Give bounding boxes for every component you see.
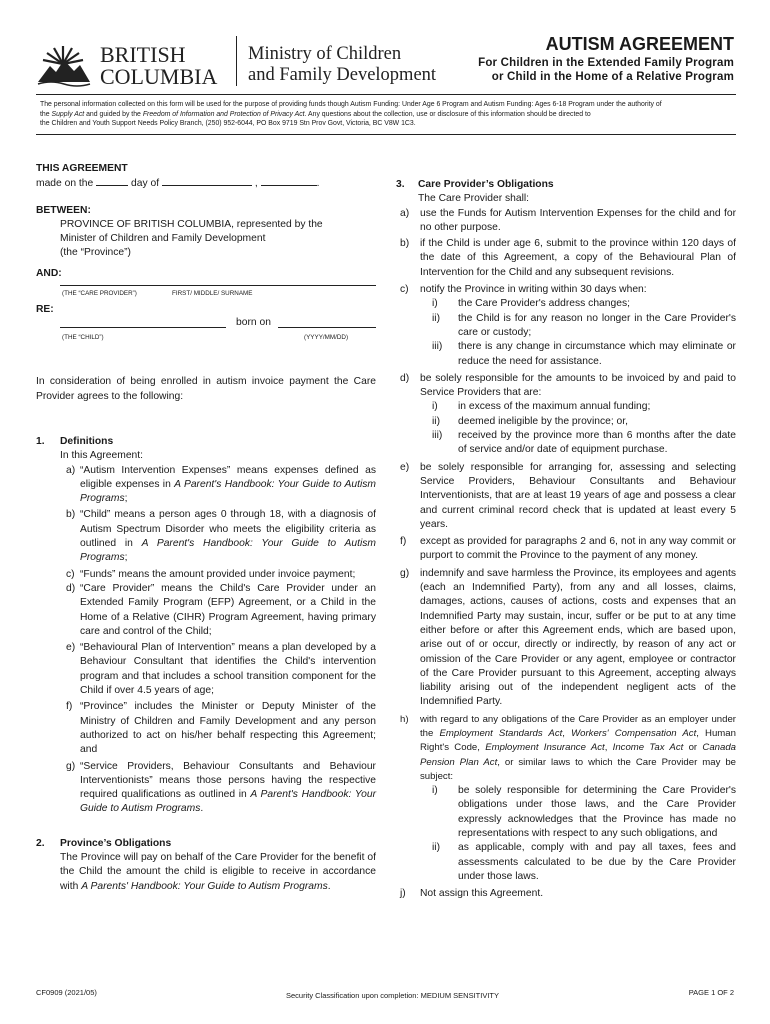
obligation-d: d) be solely responsible for the amounts to be invoiced by and paid to Service Providers that are: [400,372,736,399]
definition-e: e) “Behavioural Plan of Intervention” means a plan developed by a Behaviour Consultant that identifies the Child's intervention program and that includes a school transition component for the Child if over 4.5 years of age; [66,642,376,697]
section2-number: 2. [36,837,45,849]
section3-title: Care Provider’s Obligations [418,179,554,190]
obligation-j: j) Not assign this Agreement. [400,888,544,900]
section-care-provider-obligations [396,178,736,207]
obligation-b: b) if the Child is under age 6, submit to the province within 120 days of the date of this Agreement, a copy of the Behavioural Plan of Intervention for the Child and any subsequent revisions. [400,238,736,278]
section2-title: Province’s Obligations [60,837,172,849]
form-subtitle [478,56,734,84]
child-name-field[interactable] [60,327,226,328]
obligation-c: c) notify the Province in writing within 30 days when: [400,284,647,296]
section3-intro: The Care Provider shall: [418,193,530,205]
and-label: AND: [36,267,62,279]
obligation-d-ii: ii) deemed ineligible by the province; or, [432,415,629,427]
section1-title: Definitions [60,435,114,447]
consideration-text: In consideration of being enrolled in autism invoice payment the Care Provider agrees to the following: [36,376,376,402]
section1-intro: In this Agreement: [60,450,143,462]
care-provider-caption: (THE “CARE PROVIDER”) [62,290,137,298]
agreement-heading: THIS AGREEMENT [36,163,128,174]
care-provider-row [36,281,376,299]
made-on-line: made on the day of , . [36,178,320,190]
obligations-list [396,207,736,902]
logo-text-british: BRITISH [100,42,186,67]
notice-rule [36,134,736,135]
ministry-name [248,44,436,86]
section-province-obligations [36,837,376,894]
obligation-c-iii: iii) there is any change in circumstance which may eliminate or reduce the need for assistance. [432,341,736,367]
birth-date-field[interactable] [278,327,376,328]
sun-mountain-emblem-icon [38,46,90,86]
section3-number: 3. [396,179,405,190]
year-field[interactable] [261,176,317,186]
born-on-text: born on [236,317,271,329]
obligation-c-i: i) the Care Provider's address changes; [432,298,630,310]
name-caption: FIRST/ MIDDLE/ SURNAME [172,290,253,298]
security-classification: Security Classification upon completion: MEDIUM SENSITIVITY [286,991,499,1000]
definition-a: a) “Autism Intervention Expenses” means expenses defined as eligible expenses in A Parent's Handbook: Your Guide to Autism Programs; [66,464,376,505]
obligation-h: h) with regard to any obligations of the Care Provider as an employer under the Employment Standards Act, Workers' Compensation Act, Human Right's Code, Employment Insurance Act, Income Tax Act or Canada Pension Plan Act, or similar laws to which the Care Provider may be subject: [400,713,736,782]
between-label: BETWEEN: [36,204,91,216]
form-id: CF0909 (2021/05) [36,988,97,997]
obligation-c-ii: ii) the Child is for any reason no longer in the Care Provider's care or custody; [432,312,736,338]
care-provider-name-field[interactable] [60,284,376,286]
logo-divider [236,36,237,86]
date-caption: (YYYY/MM/DD) [304,334,349,342]
province-party: PROVINCE OF BRITISH COLUMBIA, represented by the Minister of Children and Family Development (the “Province”) [60,218,323,259]
obligation-d-iii: iii) received by the province more than 6 months after the date of service and/or date of equipment purchase. [432,430,736,456]
obligation-d-i: i) in excess of the maximum annual funding; [432,401,651,413]
notice-line3: the Children and Youth Support Needs Policy Branch, (250) 952-6044, PO Box 9719 Stn Prov Govt, Victoria, BC V8W 1C3. [40,120,416,127]
child-caption: (THE “CHILD”) [62,334,104,342]
day-field[interactable] [96,176,128,186]
ministry-line1: Ministry of Children [248,44,402,64]
notice-line2: the Supply Act and guided by the Freedom of Information and Protection of Privacy Act. Any questions about the collection, use or disclosure of this information should be directed to [40,110,591,118]
left-column [36,162,376,894]
definition-f: f) “Province” includes the Minister or Deputy Minister of the Ministry of Children and Family Development and any person authorized to act on his/her behalf respecting this Agreement; and [66,701,376,756]
notice-line1: The personal information collected on this form will be used for the purpose of providing funds though Autism Funding: Under Age 6 Program and Autism Funding: Ages 6-18 Program under the authority of [40,101,662,108]
obligation-a: a) use the Funds for Autism Intervention Expenses for the child and for no other purpose. [400,207,736,233]
right-column [396,178,736,902]
month-field[interactable] [162,176,252,186]
definition-d: d) “Care Provider” means the Child's Care Provider under an Extended Family Program (EFP) Agreement, or a Child in the Home of a Relative (CIHR) Program Agreement, having primary care and control of the Child; [66,582,376,637]
obligation-h-i: i) be solely responsible for determining the Care Provider's obligations under those laws, and the Care Provider expressly acknowledges that the Province has made no representations with respect to any such obligations, and [432,785,736,840]
subtitle-line1: For Children in the Extended Family Program [478,57,734,69]
section1-number: 1. [36,435,45,447]
bc-government-logo [36,38,236,88]
header-rule [36,94,736,95]
obligation-f: f) except as provided for paragraphs 2 and 6, not in any way commit or purport to commit the Province to the payment of any money. [400,536,736,562]
section2-text: The Province will pay on behalf of the Care Provider for the benefit of the Child the amount the child is eligible to receive in accordance with A Parents' Handbook: Your Guide to Autism Programs. [60,851,376,892]
definition-g: g) “Service Providers, Behaviour Consultants and Behaviour Interventionists” means those persons having the respective required qualifications as outlined in A Parent's Handbook: Your Guide to Autism Programs. [66,760,376,815]
obligation-h-ii: ii) as applicable, comply with and pay all taxes, fees and assessments calculated to be due by the Care Provider under those laws. [432,842,736,882]
obligation-e: e) be solely responsible for arranging for, assessing and selecting Service Providers, Behaviour Consultants and Behaviour Interventionists, that are at least 19 years of age and possess a clear and current criminal record check that is updated at least every 5 years. [400,461,736,530]
subtitle-line2: or Child in the Home of a Relative Program [491,71,734,83]
privacy-notice [40,100,740,129]
section-definitions [36,435,376,817]
definition-b: b) “Child” means a person ages 0 through 18, with a diagnosis of Autism Spectrum Disorder who meets the eligibility criteria as outlined in A Parent's Handbook: Your Guide to Autism Programs; [66,509,376,564]
obligation-g: g) indemnify and save harmless the Province, its employees and agents (each an Indemnified Party), from any and all losses, claims, damages, actions, causes of actions, costs and expenses that an Indemnified Party may sustain, incur, suffer or be put to at any time either before or after this Agreement ends, which are based upon, arise out of or occur, directly or indirectly, by reason of any act or omission of the Care Provider or any agent, employee or contractor of the Care Provider pursuant to this Agreement, accepting always liability arising out of the independent negligent acts of the Indemnified Party. [400,567,736,708]
re-label: RE: [36,304,54,316]
page-number: PAGE 1 OF 2 [688,988,734,997]
definition-c: c) “Funds” means the amount provided under invoice payment; [66,568,356,580]
child-row [36,317,376,345]
logo-text-columbia: COLUMBIA [100,64,218,88]
security-value: MEDIUM SENSITIVITY [420,991,499,1000]
form-title: AUTISM AGREEMENT [545,34,734,54]
ministry-line2: and Family Development [248,65,437,85]
